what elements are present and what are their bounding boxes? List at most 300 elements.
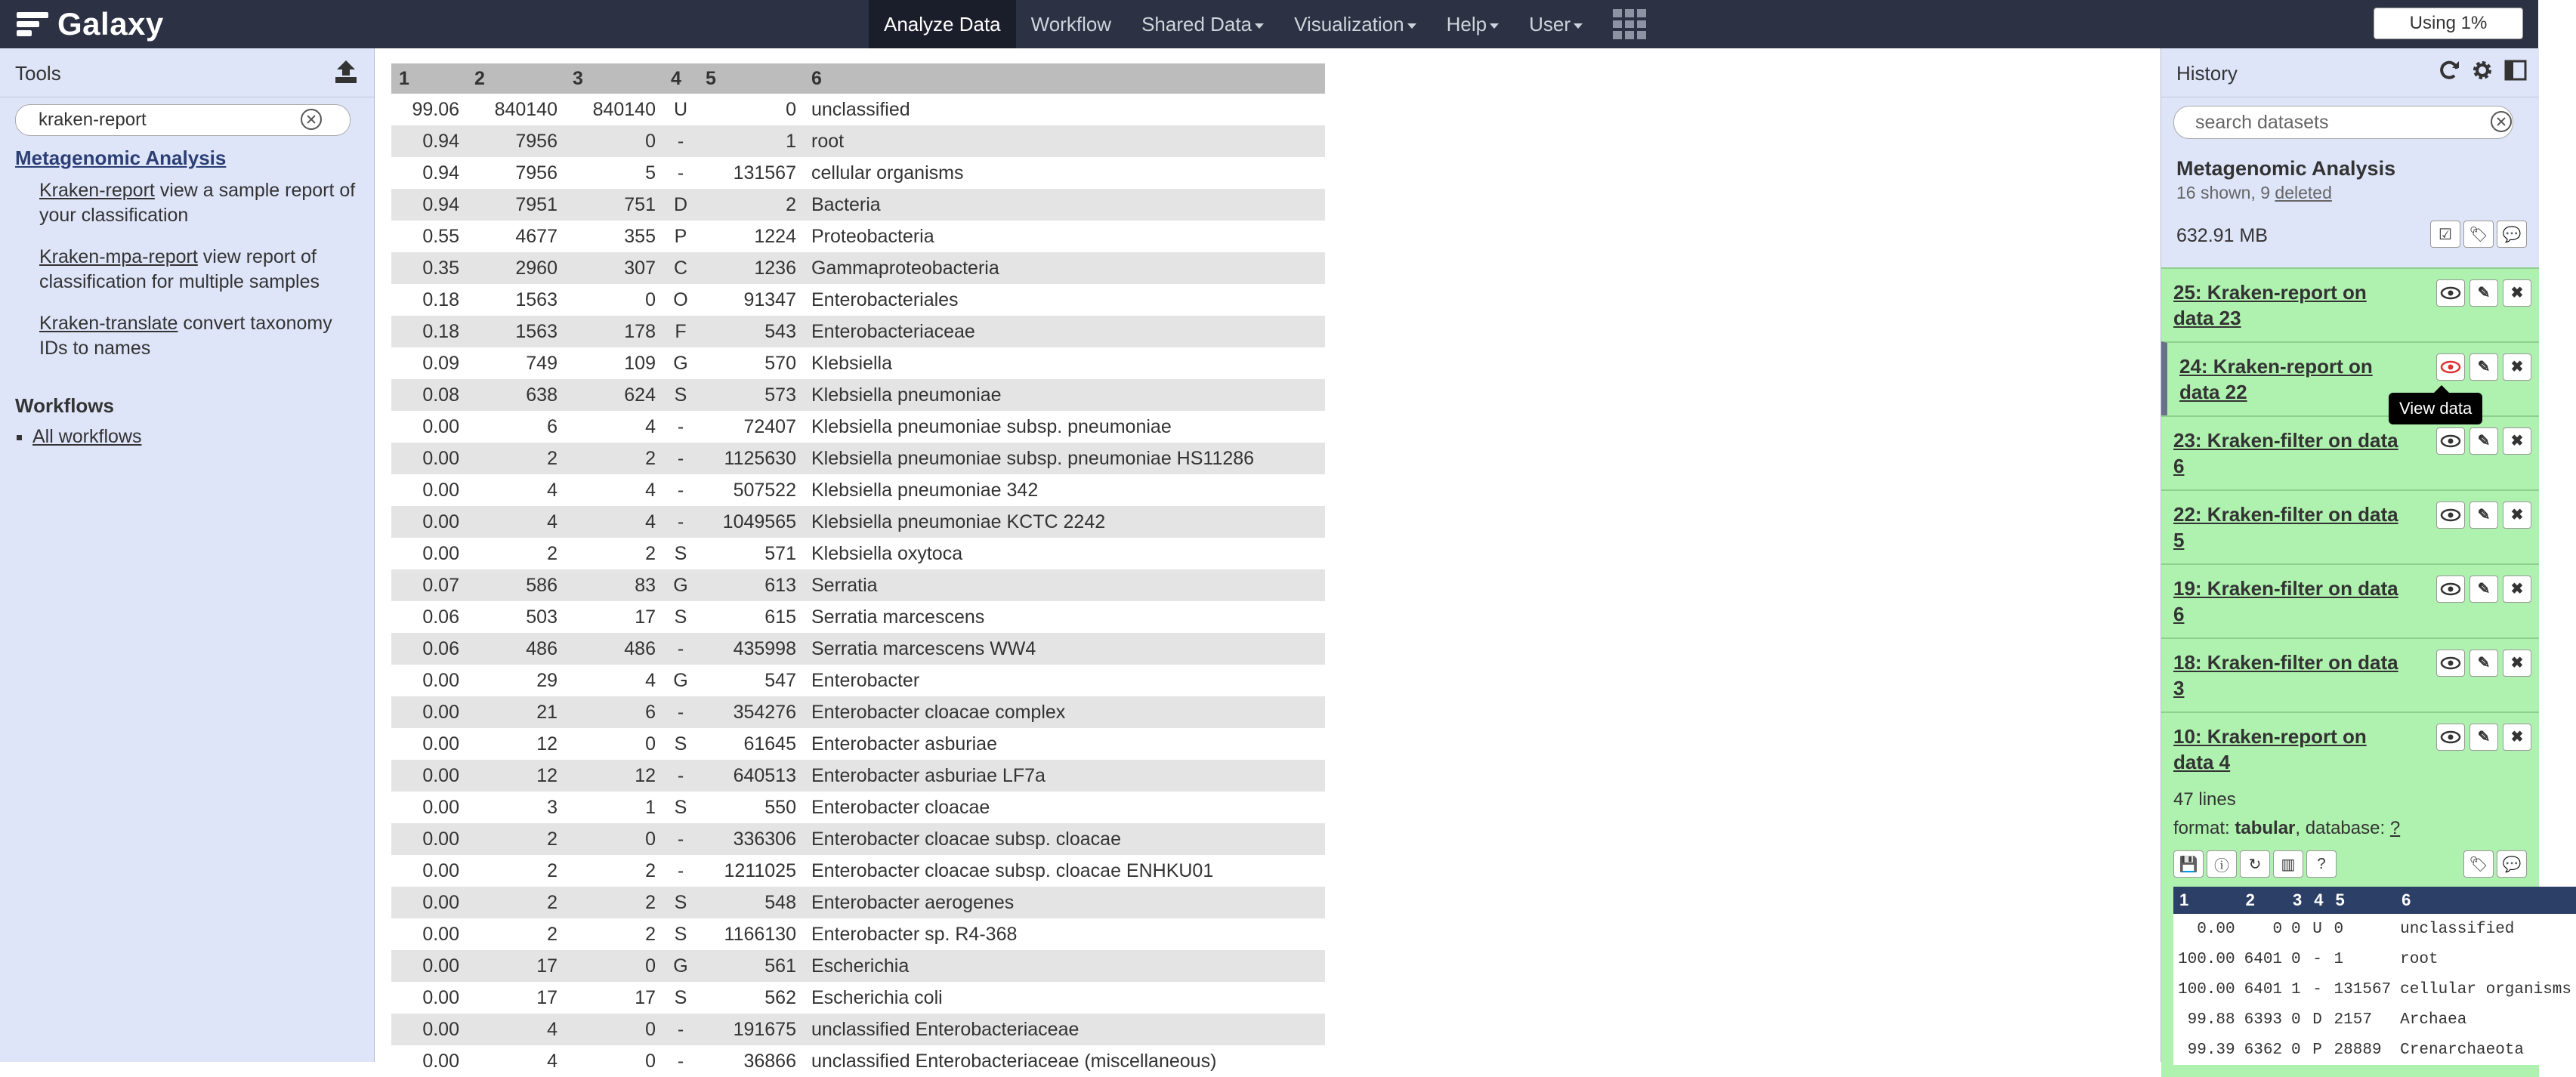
peek-cell: 100.00 (2178, 980, 2235, 998)
table-row (391, 538, 1325, 569)
nav-shared-data[interactable]: Shared Data (1126, 0, 1279, 48)
table-cell: Enterobacter cloacae subsp. cloacae ENHKU01 (811, 859, 1214, 881)
nav-visualization[interactable]: Visualization (1279, 0, 1432, 48)
table-cell: Enterobacter cloacae complex (804, 696, 1325, 728)
table-cell: 2 (467, 443, 565, 474)
table-cell: Proteobacteria (811, 225, 934, 247)
rerun-icon[interactable]: ↻ (2240, 850, 2270, 878)
table-row (391, 506, 1325, 538)
dataset-title[interactable]: 23: Kraken-filter on data 6 (2173, 429, 2398, 477)
history-dataset-item[interactable] (2161, 489, 2539, 563)
nav-help[interactable]: Help (1432, 0, 1514, 48)
table-row (391, 157, 1325, 189)
all-workflows-item (17, 426, 141, 448)
table-cell: 0.00 (422, 796, 459, 818)
table-cell: Enterobacteriales (811, 289, 959, 310)
table-cell: - (663, 633, 698, 665)
table-row (391, 982, 1325, 1014)
peek-cell: 0 (2291, 950, 2301, 968)
table-cell: 0.00 (391, 1014, 467, 1045)
table-cell: 1563 (467, 316, 565, 347)
peek-cell: unclassified (2400, 920, 2515, 938)
peek-cell: 0 (2291, 1011, 2301, 1029)
table-cell: Bacteria (804, 189, 1325, 221)
table-cell: 0 (565, 950, 663, 982)
eye-icon[interactable] (2436, 427, 2465, 455)
history-dataset-item[interactable] (2161, 563, 2539, 637)
table-cell: 0 (645, 1050, 656, 1072)
table-cell: 486 (565, 633, 663, 665)
peek-cell: 1 (2334, 950, 2344, 968)
table-cell: 640513 (698, 760, 804, 792)
table-row (391, 189, 1325, 221)
table-row (391, 316, 1325, 347)
help-icon[interactable]: ? (2306, 850, 2337, 878)
table-cell: root (804, 125, 1325, 157)
table-row (391, 569, 1325, 601)
table-cell: 4 (467, 506, 565, 538)
table-cell: 0 (565, 1014, 663, 1045)
table-row (391, 728, 1325, 760)
table-cell: 0 (786, 98, 796, 120)
tool-search-input[interactable]: kraken-report (15, 104, 351, 136)
caret-down-icon (1407, 23, 1416, 29)
peek-cell: root (2400, 950, 2439, 968)
eye-icon[interactable] (2436, 724, 2465, 751)
peek-header-row (2173, 887, 2576, 914)
peek-cell: U (2312, 920, 2322, 938)
caret-down-icon (1490, 23, 1499, 29)
table-cell: 21 (467, 696, 565, 728)
dataset-buttons (2436, 427, 2531, 455)
table-cell: Klebsiella pneumoniae subsp. pneumoniae (811, 415, 1172, 437)
table-cell: Enterobacter cloacae subsp. cloacae (804, 823, 1325, 855)
history-action-buttons (2430, 221, 2527, 248)
eye-icon[interactable] (2436, 576, 2465, 603)
table-cell: S (674, 986, 687, 1008)
peek-row (2173, 944, 2576, 974)
column-header: 2 (467, 63, 565, 94)
table-cell: 4 (565, 506, 663, 538)
table-cell: - (677, 1050, 684, 1072)
pencil-icon[interactable]: ✎ (2469, 279, 2498, 307)
table-cell: 3 (547, 796, 558, 818)
table-cell: 0.94 (391, 125, 467, 157)
pencil-icon[interactable]: ✎ (2469, 650, 2498, 677)
table-cell: - (663, 696, 698, 728)
dataset-title[interactable]: 18: Kraken-filter on data 3 (2173, 651, 2398, 699)
history-panel (2161, 48, 2572, 1062)
tool-link-kraken-report[interactable]: Kraken-report (39, 180, 155, 201)
eye-icon[interactable] (2436, 353, 2465, 381)
tool-link-kraken-translate[interactable]: Kraken-translate (39, 313, 178, 334)
clear-history-search-icon[interactable] (2491, 111, 2512, 132)
table-cell: 624 (565, 379, 663, 411)
table-cell: Klebsiella pneumoniae 342 (811, 479, 1039, 501)
gear-icon[interactable] (2471, 59, 2494, 82)
dataset-peek (2173, 887, 2576, 1065)
table-cell: S (674, 542, 687, 564)
table-cell: - (663, 506, 698, 538)
table-row (391, 633, 1325, 665)
table-cell: 0.06 (391, 633, 467, 665)
peek-cell: 99.39 (2187, 1041, 2235, 1059)
table-cell: 307 (565, 252, 663, 284)
table-cell: - (663, 443, 698, 474)
table-cell: 6 (565, 696, 663, 728)
peek-row (2173, 1004, 2576, 1035)
brand-link[interactable] (17, 0, 164, 48)
table-cell: 2 (645, 923, 656, 945)
nav-analyze-data[interactable]: Analyze Data (869, 0, 1016, 48)
table-cell: 178 (565, 316, 663, 347)
table-cell: 0.55 (422, 225, 459, 247)
table-row (391, 918, 1325, 950)
all-workflows-link[interactable]: All workflows (32, 426, 142, 447)
table-cell: 0.08 (391, 379, 467, 411)
table-cell: 0.00 (391, 506, 467, 538)
table-cell: 0.35 (391, 252, 467, 284)
table-cell: S (674, 796, 687, 818)
table-cell: 547 (764, 669, 796, 691)
table-row (391, 760, 1325, 792)
annotation-icon[interactable]: 💬 (2497, 850, 2527, 878)
peek-cell: Crenarchaeota (2400, 1041, 2524, 1059)
peek-cell: Archaea (2400, 1011, 2467, 1029)
delete-icon[interactable]: ✖ (2503, 724, 2531, 751)
table-row (391, 379, 1325, 411)
table-cell: Enterobacter asburiae LF7a (804, 760, 1325, 792)
table-cell: 2 (645, 859, 656, 881)
workflows-heading: Workflows (15, 394, 114, 417)
table-cell: Escherichia (804, 950, 1325, 982)
table-cell: 840140 (592, 98, 656, 120)
peek-cell: 0 (2334, 920, 2344, 938)
table-cell: U (673, 98, 688, 120)
tool-kraken-translate: Kraken-translate convert taxonomy IDs to names (39, 313, 332, 359)
table-cell: C (663, 252, 698, 284)
peek-column-header: 5 (2330, 887, 2396, 914)
table-cell: - (663, 125, 698, 157)
table-cell: 0.00 (422, 859, 459, 881)
dataset-title[interactable]: 25: Kraken-report on data 23 (2173, 281, 2367, 329)
table-cell: 0.94 (422, 162, 459, 184)
table-cell: unclassified Enterobacteriaceae (804, 1014, 1325, 1045)
table-cell: 0.00 (391, 760, 467, 792)
dataset-lines: 47 lines (2173, 789, 2236, 810)
table-header-row (391, 63, 1325, 94)
column-header: 5 (698, 63, 804, 94)
table-cell: 17 (635, 986, 656, 1008)
delete-icon[interactable]: ✖ (2503, 279, 2531, 307)
dataset-title[interactable]: 24: Kraken-report on data 22 (2179, 355, 2373, 403)
peek-cell: 6401 (2244, 950, 2283, 968)
table-cell: Klebsiella (811, 352, 893, 374)
peek-cell: P (2312, 1041, 2322, 1059)
tool-panel (0, 48, 375, 1062)
table-cell: S (663, 887, 698, 918)
refresh-icon[interactable] (2438, 59, 2460, 82)
table-cell: G (673, 352, 688, 374)
tool-kraken-mpa-report: Kraken-mpa-report view report of classification for multiple samples (39, 246, 320, 292)
table-cell: 1236 (698, 252, 804, 284)
table-row (391, 696, 1325, 728)
table-cell: unclassified Enterobacteriaceae (miscellaneous) (811, 1050, 1217, 1072)
pencil-icon[interactable]: ✎ (2469, 501, 2498, 529)
tool-section-metagenomic[interactable]: Metagenomic Analysis (15, 147, 227, 169)
peek-cell: 100.00 (2178, 950, 2235, 968)
history-dataset-item[interactable] (2161, 637, 2539, 711)
peek-row (2173, 974, 2576, 1004)
dataset-buttons (2436, 501, 2531, 529)
peek-column-header: 1 (2173, 887, 2240, 914)
table-cell: 0 (645, 733, 656, 755)
table-cell: 0.00 (422, 542, 459, 564)
peek-column-header: 6 (2395, 887, 2576, 914)
select-datasets-icon[interactable]: ☑ (2430, 221, 2460, 248)
table-cell: 355 (624, 225, 656, 247)
table-cell: 99.06 (412, 98, 459, 120)
dataset-buttons (2436, 650, 2531, 677)
table-row (391, 221, 1325, 252)
table-row (391, 125, 1325, 157)
tool-panel-header (0, 48, 374, 97)
eye-icon[interactable] (2436, 501, 2465, 529)
table-cell: 2 (645, 542, 656, 564)
info-icon[interactable]: ⓘ (2207, 850, 2237, 878)
table-cell: 109 (624, 352, 656, 374)
history-dataset-item[interactable] (2161, 267, 2539, 341)
visualize-icon[interactable]: ▥ (2273, 850, 2303, 878)
table-cell: 1166130 (724, 923, 796, 945)
table-cell: 562 (764, 986, 796, 1008)
table-cell: 0.00 (422, 986, 459, 1008)
table-cell: 4 (547, 1050, 558, 1072)
delete-icon[interactable]: ✖ (2503, 501, 2531, 529)
table-cell: 7956 (515, 162, 558, 184)
history-name[interactable]: Metagenomic Analysis (2176, 157, 2396, 180)
table-cell: G (673, 669, 688, 691)
columns-icon[interactable] (2504, 59, 2527, 82)
save-icon[interactable]: 💾 (2173, 850, 2204, 878)
upload-icon[interactable] (333, 59, 359, 85)
nav-workflow[interactable]: Workflow (1030, 13, 1112, 35)
table-cell: 548 (698, 887, 804, 918)
table-cell: - (663, 823, 698, 855)
history-size: 632.91 MB (2176, 225, 2268, 246)
peek-cell: - (2312, 980, 2322, 998)
delete-icon[interactable]: ✖ (2503, 353, 2531, 381)
table-cell: 0.06 (422, 606, 459, 628)
table-cell: Escherichia coli (811, 986, 943, 1008)
table-cell: 4 (645, 669, 656, 691)
table-row (391, 1014, 1325, 1045)
tags-icon[interactable]: 🏷 (2463, 221, 2494, 248)
table-cell: 0 (565, 125, 663, 157)
pencil-icon[interactable]: ✎ (2469, 724, 2498, 751)
table-cell: 12 (565, 760, 663, 792)
table-row (391, 347, 1325, 379)
table-cell: 507522 (733, 479, 796, 501)
column-header: 3 (565, 63, 663, 94)
dataset-expanded-buttons (2173, 850, 2527, 878)
table-row (391, 823, 1325, 855)
dataset-title[interactable]: 22: Kraken-filter on data 5 (2173, 503, 2398, 551)
table-cell: 0.00 (391, 443, 467, 474)
history-dataset-item[interactable] (2161, 711, 2539, 785)
delete-icon[interactable]: ✖ (2503, 427, 2531, 455)
table-cell: Gammaproteobacteria (804, 252, 1325, 284)
table-cell: 0 (565, 823, 663, 855)
peek-cell: 131567 (2334, 980, 2392, 998)
table-cell: Enterobacteriaceae (804, 316, 1325, 347)
table-cell: 840140 (494, 98, 558, 120)
peek-cell: D (2312, 1011, 2322, 1029)
dataset-format: format: tabular, database: ? (2173, 818, 2401, 838)
table-cell: 72407 (743, 415, 796, 437)
table-cell: 1049565 (698, 506, 804, 538)
table-cell: 17 (635, 606, 656, 628)
table-cell: 1563 (515, 289, 558, 310)
peek-cell: 0.00 (2197, 920, 2235, 938)
dataset-title[interactable]: 19: Kraken-filter on data 6 (2173, 577, 2398, 625)
table-cell: cellular organisms (811, 162, 964, 184)
annotation-icon[interactable]: 💬 (2497, 221, 2527, 248)
column-header: 4 (663, 63, 698, 94)
table-cell: 336306 (698, 823, 804, 855)
table-cell: 1 (698, 125, 804, 157)
table-cell: S (674, 923, 687, 945)
quota-meter[interactable]: Using 1% (2374, 8, 2523, 39)
history-search-input[interactable]: search datasets (2173, 106, 2513, 139)
dataset-buttons (2436, 279, 2531, 307)
nav-user[interactable]: User (1514, 0, 1598, 48)
peek-cell: - (2312, 950, 2322, 968)
database-link[interactable]: ? (2389, 818, 2401, 838)
table-cell: 7956 (467, 125, 565, 157)
history-title: History (2176, 62, 2238, 85)
peek-row (2173, 1035, 2576, 1065)
main-nav (869, 0, 1661, 48)
table-cell: 2 (565, 443, 663, 474)
center-panel (375, 48, 2161, 1072)
pencil-icon[interactable]: ✎ (2469, 427, 2498, 455)
table-cell: 0.18 (422, 289, 459, 310)
table-cell: 12 (536, 733, 558, 755)
eye-icon[interactable] (2436, 279, 2465, 307)
table-cell: 751 (565, 189, 663, 221)
table-cell: 0.00 (391, 887, 467, 918)
table-row (391, 411, 1325, 443)
table-cell: 1224 (754, 225, 796, 247)
dataset-title[interactable]: 10: Kraken-report on data 4 (2173, 725, 2367, 773)
dataset-buttons (2436, 576, 2531, 603)
table-cell: 435998 (698, 633, 804, 665)
tags-icon[interactable]: 🏷 (2463, 850, 2494, 878)
table-cell: - (677, 479, 684, 501)
table-cell: 0.00 (422, 733, 459, 755)
peek-cell: 1 (2291, 980, 2301, 998)
table-cell: 0 (645, 289, 656, 310)
table-cell: 571 (764, 542, 796, 564)
table-cell: 29 (536, 669, 558, 691)
table-cell: 36866 (743, 1050, 796, 1072)
table-cell: 17 (467, 950, 565, 982)
table-body (391, 94, 1325, 1077)
tool-link-kraken-mpa-report[interactable]: Kraken-mpa-report (39, 246, 198, 267)
table-cell: 0.00 (391, 823, 467, 855)
table-cell: 1125630 (698, 443, 804, 474)
table-cell: 550 (764, 796, 796, 818)
table-cell: G (663, 569, 698, 601)
dataset-expanded-body (2161, 785, 2572, 1077)
brand-name: Galaxy (57, 6, 164, 42)
deleted-link[interactable]: deleted (2275, 183, 2332, 202)
pencil-icon[interactable]: ✎ (2469, 353, 2498, 381)
delete-icon[interactable]: ✖ (2503, 576, 2531, 603)
table-cell: S (674, 733, 687, 755)
table-row (391, 855, 1325, 887)
table-cell: 0.94 (391, 189, 467, 221)
history-counts: 16 shown, 9 deleted (2176, 183, 2332, 202)
table-cell: 5 (645, 162, 656, 184)
table-cell: D (663, 189, 698, 221)
grid-icon (1613, 9, 1646, 39)
history-dataset-item[interactable] (2161, 415, 2539, 489)
table-cell: 0.00 (422, 923, 459, 945)
table-cell: Klebsiella pneumoniae (804, 379, 1325, 411)
table-cell: Enterobacter sp. R4-368 (811, 923, 1018, 945)
table-cell: Enterobacter asburiae (811, 733, 997, 755)
table-row (391, 950, 1325, 982)
delete-icon[interactable]: ✖ (2503, 650, 2531, 677)
column-header: 6 (804, 63, 1325, 94)
table-cell: Klebsiella pneumoniae subsp. pneumoniae HS11286 (804, 443, 1325, 474)
table-row (391, 601, 1325, 633)
table-cell: 638 (467, 379, 565, 411)
table-row (391, 1045, 1325, 1077)
bullet-icon (17, 435, 22, 440)
galaxy-logo-icon (17, 11, 48, 38)
clear-search-icon[interactable] (301, 109, 322, 130)
table-cell: S (674, 606, 687, 628)
table-cell: 4677 (515, 225, 558, 247)
nav-scratchbook[interactable] (1598, 0, 1661, 48)
table-row (391, 94, 1325, 125)
peek-cell: cellular organisms (2400, 980, 2572, 998)
table-cell: Enterobacter aerogenes (804, 887, 1325, 918)
table-cell: 0.09 (422, 352, 459, 374)
table-cell: 4 (645, 479, 656, 501)
peek-cell: 2157 (2334, 1011, 2372, 1029)
table-cell: 2960 (467, 252, 565, 284)
eye-icon[interactable] (2436, 650, 2465, 677)
peek-cell: 0 (2291, 920, 2301, 938)
table-cell: 613 (698, 569, 804, 601)
table-cell: Serratia marcescens WW4 (804, 633, 1325, 665)
peek-cell: 28889 (2334, 1041, 2382, 1059)
table-cell: 4 (467, 1014, 565, 1045)
history-items (2161, 267, 2572, 1077)
table-cell: 4 (547, 479, 558, 501)
peek-column-header: 4 (2308, 887, 2329, 914)
table-row (391, 284, 1325, 316)
table-row (391, 887, 1325, 918)
table-cell: 4 (645, 415, 656, 437)
table-cell: 2 (467, 887, 565, 918)
pencil-icon[interactable]: ✎ (2469, 576, 2498, 603)
peek-cell: 6393 (2244, 1011, 2283, 1029)
